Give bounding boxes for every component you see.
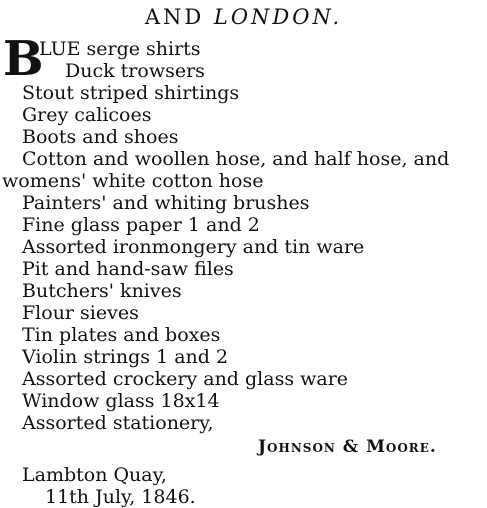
heading-city: LONDON. <box>213 5 343 29</box>
list-item-continuation: womens' white cotton hose <box>2 170 264 192</box>
item-blue-serge-shirts: LUE serge shirts <box>39 38 201 60</box>
list-item: Painters' and whiting brushes <box>22 192 310 214</box>
list-item: Tin plates and boxes <box>22 324 221 346</box>
list-item: Fine glass paper 1 and 2 <box>22 214 260 236</box>
list-item: Assorted ironmongery and tin ware <box>22 236 365 258</box>
heading-prefix: AND <box>144 5 205 29</box>
list-item: Stout striped shirtings <box>22 82 240 104</box>
list-item: Grey calicoes <box>22 104 152 126</box>
list-item: Assorted stationery, <box>22 412 214 434</box>
list-item: Pit and hand-saw files <box>22 258 234 280</box>
address: Lambton Quay, <box>22 464 167 486</box>
list-item: Window glass 18x14 <box>22 390 220 412</box>
heading <box>0 5 487 29</box>
list-item: Assorted crockery and glass ware <box>22 368 349 390</box>
date: 11th July, 1846. <box>45 486 196 508</box>
item-duck-trowsers: Duck trowsers <box>65 60 205 82</box>
drop-cap: B <box>3 31 44 87</box>
list-item: Violin strings 1 and 2 <box>22 346 229 368</box>
advertisement <box>0 31 487 508</box>
list-item: Butchers' knives <box>22 280 182 302</box>
list-item: Cotton and woollen hose, and half hose, and <box>22 148 450 170</box>
merchant-signature: Johnson & Moore. <box>258 437 437 457</box>
list-item: Boots and shoes <box>22 126 179 148</box>
list-item: Flour sieves <box>22 302 139 324</box>
